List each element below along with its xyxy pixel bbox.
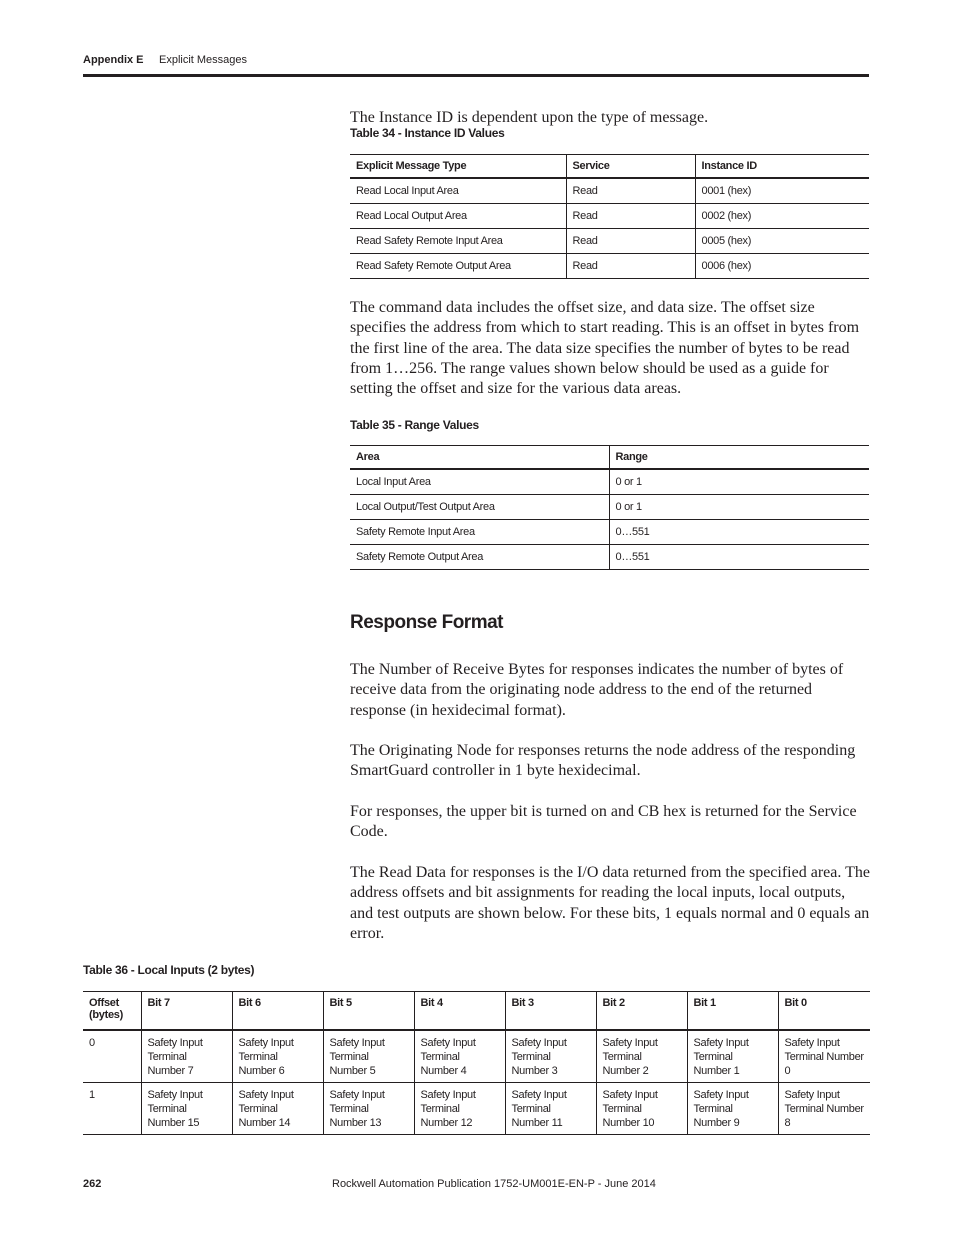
table-cell: Safety Input Terminal Number 5 xyxy=(323,1030,414,1083)
table-row xyxy=(83,1030,870,1083)
table-row xyxy=(350,495,869,520)
upper-bit-paragraph: For responses, the upper bit is turned on and CB hex is returned for the Service Code. xyxy=(350,803,857,841)
column-header: Service xyxy=(566,155,695,179)
header-section: Appendix E xyxy=(83,54,144,66)
table-cell: 0…551 xyxy=(609,520,869,545)
table-header-row xyxy=(350,155,869,179)
table-cell: Safety Input Terminal Number 11 xyxy=(505,1083,596,1135)
table-cell: Safety Input Terminal Number 10 xyxy=(596,1083,687,1135)
table-cell: 0002 (hex) xyxy=(695,204,869,229)
column-header: Range xyxy=(609,446,869,470)
column-header: Area xyxy=(350,446,609,470)
page-number: 262 xyxy=(83,1178,102,1190)
table36-caption: Table 36 - Local Inputs (2 bytes) xyxy=(83,963,255,977)
table-cell: Safety Input Terminal Number 0 xyxy=(778,1030,870,1083)
table-row xyxy=(83,1083,870,1135)
header-rule xyxy=(83,74,869,77)
table-cell: 0006 (hex) xyxy=(695,254,869,279)
table-cell: Safety Input Terminal Number 4 xyxy=(414,1030,505,1083)
receive-bytes-paragraph: The Number of Receive Bytes for responses indicates the number of bytes of receive data from the originating node address to the end of the returned response (in hexidecimal format). xyxy=(350,661,844,719)
table-cell: Safety Input Terminal Number 12 xyxy=(414,1083,505,1135)
table-cell: Read xyxy=(566,178,695,204)
section-heading: Response Format xyxy=(350,612,503,633)
table-row xyxy=(350,229,869,254)
table-cell: Safety Input Terminal Number 14 xyxy=(232,1083,323,1135)
table-cell: 0005 (hex) xyxy=(695,229,869,254)
read-data-paragraph: The Read Data for responses is the I/O data returned from the specified area. The address offsets and bit assignments for reading the local inputs, local outputs, and test outputs are shown below. For these bits, 1 equals normal and 0 equals an error. xyxy=(350,864,870,942)
table-cell: Local Input Area xyxy=(350,469,609,495)
column-header: Bit 4 xyxy=(414,992,505,1031)
column-header: Bit 7 xyxy=(141,992,232,1031)
running-header xyxy=(83,54,248,66)
table-instance-id xyxy=(350,154,869,279)
column-header: Explicit Message Type xyxy=(350,155,566,179)
table-row xyxy=(350,254,869,279)
table-cell: Local Output/Test Output Area xyxy=(350,495,609,520)
table-header-row xyxy=(350,446,869,470)
table-range-values xyxy=(350,445,869,570)
column-header: Bit 0 xyxy=(778,992,870,1031)
column-header: Bit 3 xyxy=(505,992,596,1031)
table-row xyxy=(350,520,869,545)
table-cell: Safety Input Terminal Number 6 xyxy=(232,1030,323,1083)
table-cell: Safety Remote Output Area xyxy=(350,545,609,570)
header-title: Explicit Messages xyxy=(159,54,248,66)
table-row xyxy=(350,204,869,229)
table-cell: Read xyxy=(566,254,695,279)
table-cell: Read Safety Remote Output Area xyxy=(350,254,566,279)
table-cell: 0 or 1 xyxy=(609,469,869,495)
column-header: Instance ID xyxy=(695,155,869,179)
table34-caption: Table 34 - Instance ID Values xyxy=(350,126,505,140)
table-cell: Safety Remote Input Area xyxy=(350,520,609,545)
table-cell: Safety Input Terminal Number 1 xyxy=(687,1030,778,1083)
table-cell: 0…551 xyxy=(609,545,869,570)
table-cell: Safety Input Terminal Number 8 xyxy=(778,1083,870,1135)
intro-text: The Instance ID is dependent upon the type of message. xyxy=(350,109,709,126)
table-header-row xyxy=(83,992,870,1031)
table-cell: Read Safety Remote Input Area xyxy=(350,229,566,254)
column-header: Bit 5 xyxy=(323,992,414,1031)
column-header: Bit 2 xyxy=(596,992,687,1031)
table-cell: Read xyxy=(566,229,695,254)
table-row xyxy=(350,469,869,495)
table-cell: Read Local Output Area xyxy=(350,204,566,229)
publication-info: Rockwell Automation Publication 1752-UM001E-EN-P - June 2014 xyxy=(332,1178,656,1190)
column-header: Offset (bytes) xyxy=(83,992,141,1031)
table-cell: Safety Input Terminal Number 2 xyxy=(596,1030,687,1083)
table-cell: Safety Input Terminal Number 13 xyxy=(323,1083,414,1135)
table-cell: Safety Input Terminal Number 15 xyxy=(141,1083,232,1135)
table-cell: Safety Input Terminal Number 3 xyxy=(505,1030,596,1083)
table-cell: Safety Input Terminal Number 9 xyxy=(687,1083,778,1135)
originating-node-paragraph: The Originating Node for responses returns the node address of the responding SmartGuard controller in 1 byte hexidecimal. xyxy=(350,742,856,780)
command-paragraph: The command data includes the offset size, and data size. The offset size specifies the address from which to start reading. This is an offset in bytes from the first line of the area. The data size specifies the number of bytes to be read from 1…256. The range values shown below should be used as a guide for setting the offset and size for the various data areas. xyxy=(350,299,860,398)
column-header: Bit 1 xyxy=(687,992,778,1031)
table-cell: 1 xyxy=(83,1083,141,1135)
table35-caption: Table 35 - Range Values xyxy=(350,418,479,432)
table-row xyxy=(350,545,869,570)
table-cell: 0 or 1 xyxy=(609,495,869,520)
table-cell: 0001 (hex) xyxy=(695,178,869,204)
table-cell: Read xyxy=(566,204,695,229)
table-row xyxy=(350,178,869,204)
table-cell: Read Local Input Area xyxy=(350,178,566,204)
column-header: Bit 6 xyxy=(232,992,323,1031)
table-cell: 0 xyxy=(83,1030,141,1083)
table-local-inputs xyxy=(83,991,870,1135)
table-cell: Safety Input Terminal Number 7 xyxy=(141,1030,232,1083)
